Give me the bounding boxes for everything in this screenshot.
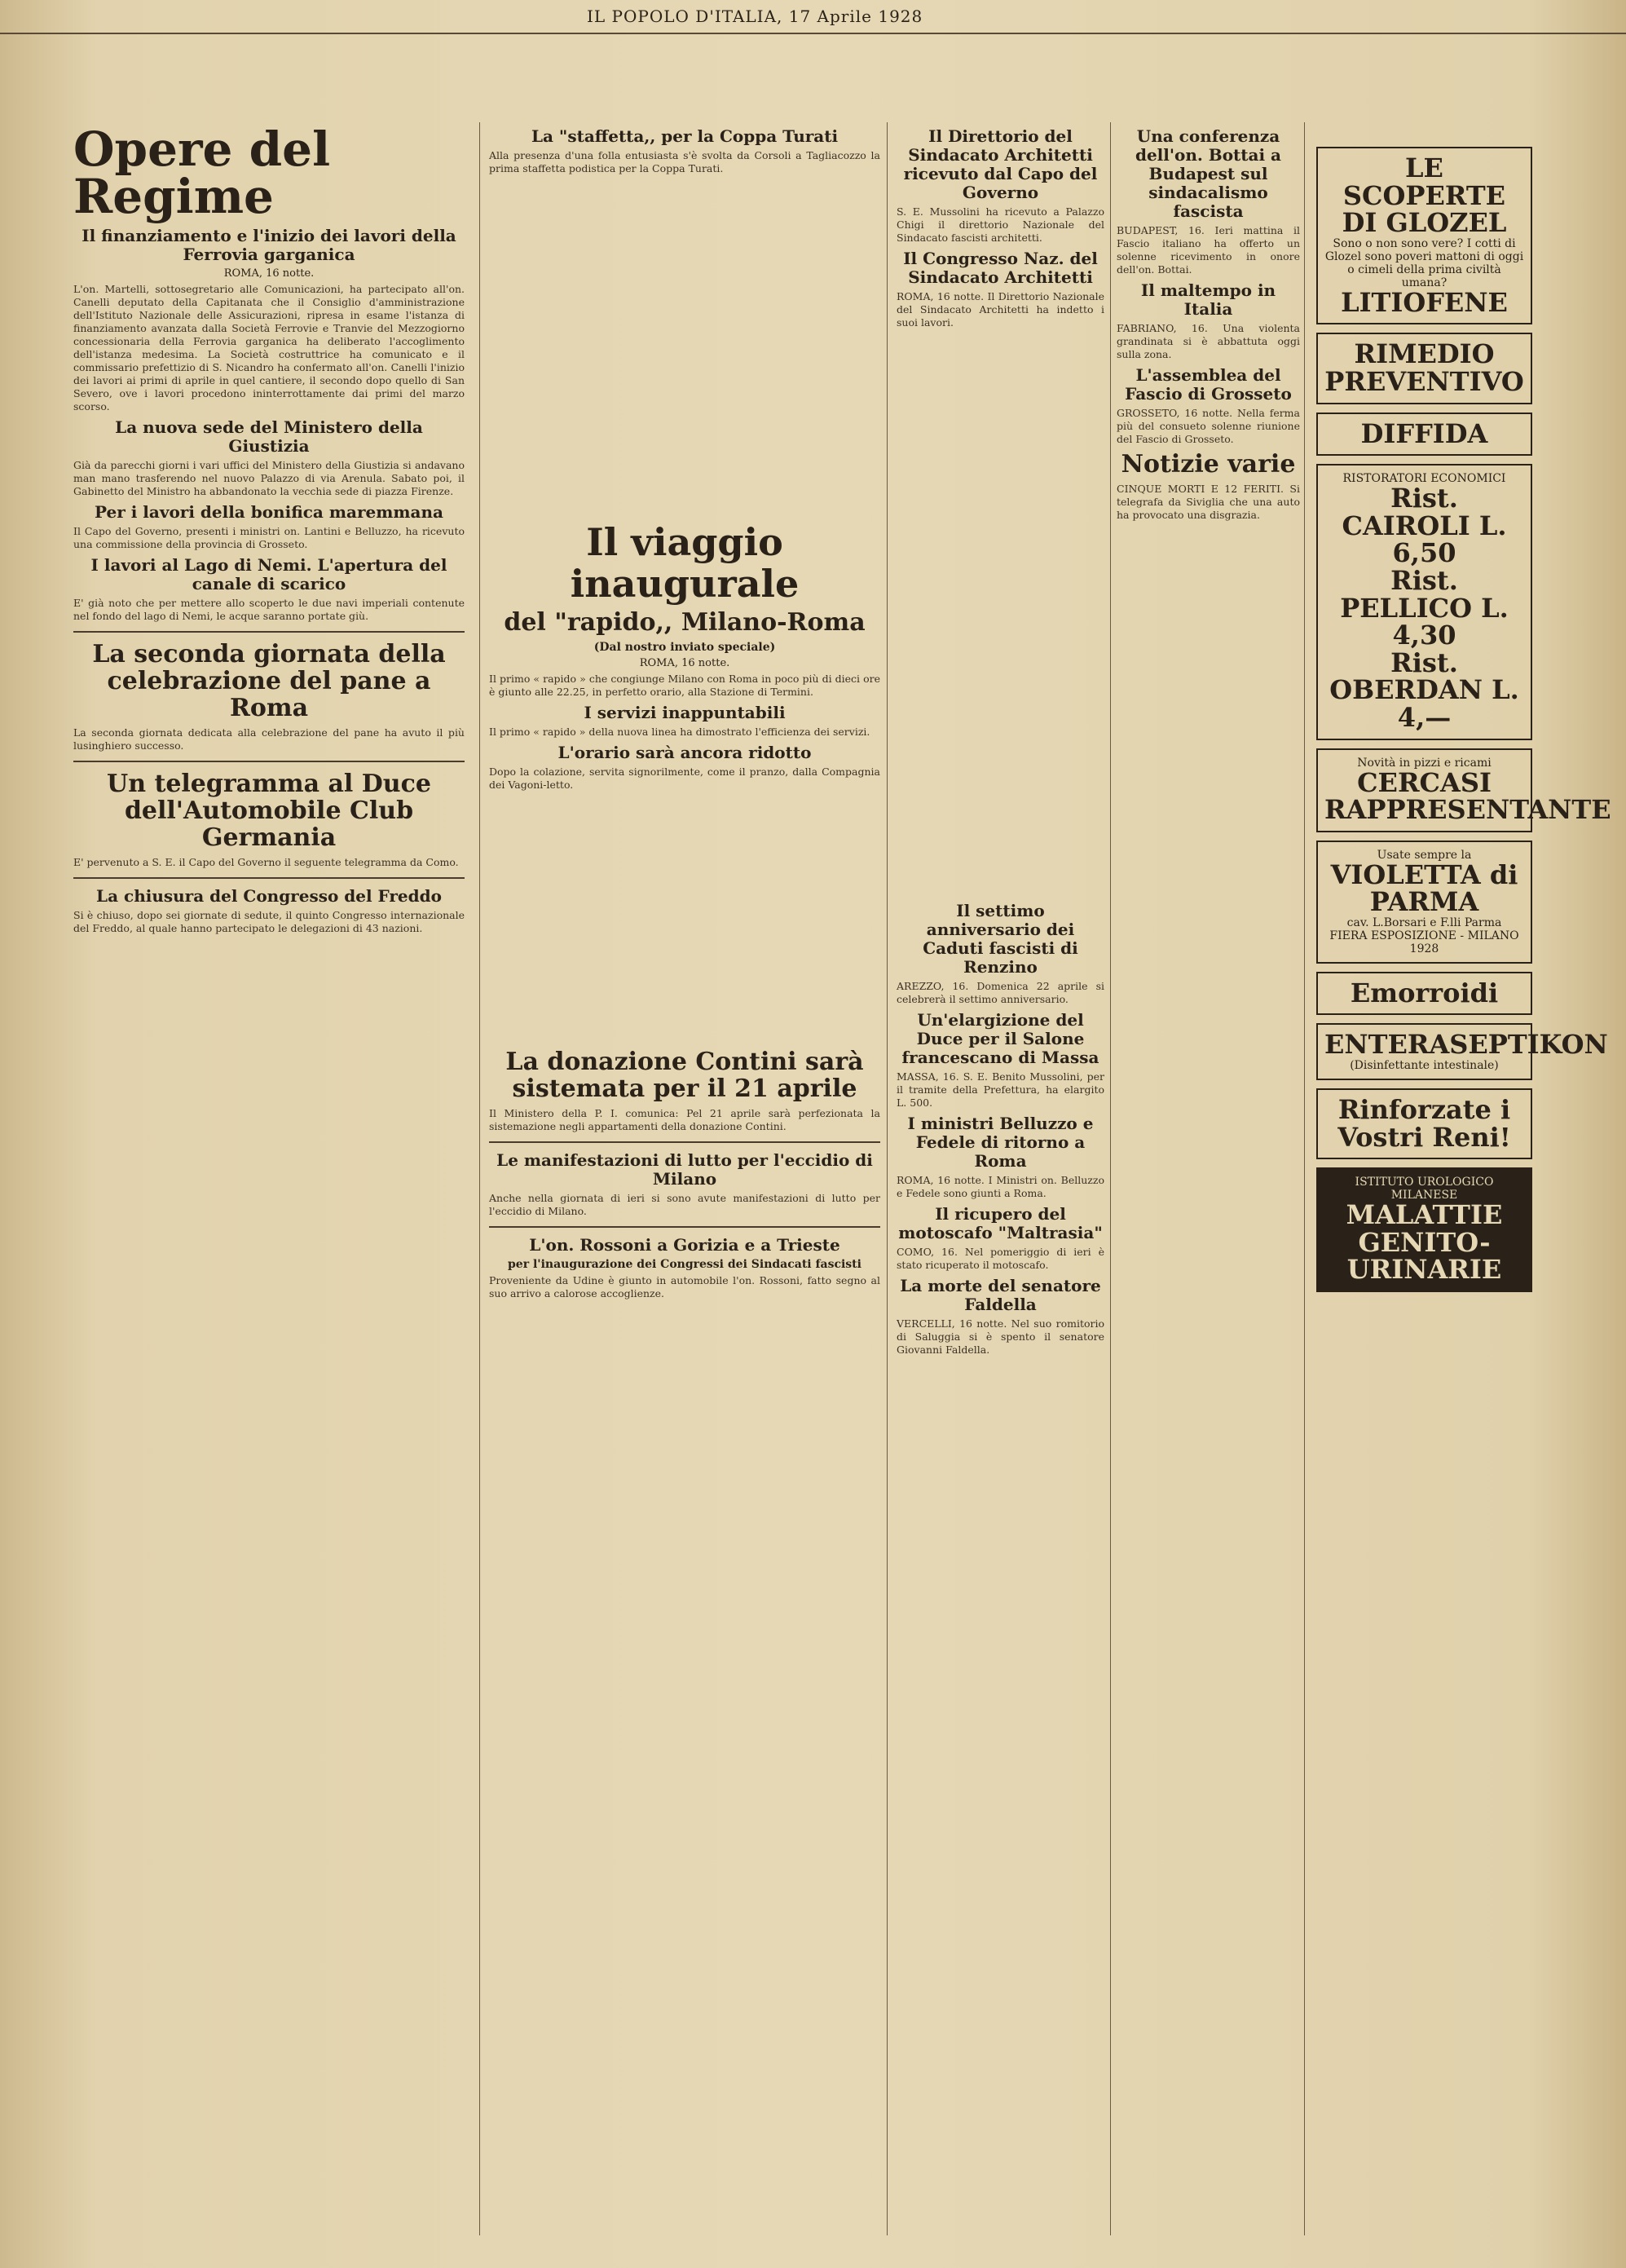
- ad-title: ISTITUTO UROLOGICO MILANESE: [1355, 1176, 1494, 1202]
- article-body: Alla presenza d'una folla entusiasta s'è svolta da Corsoli a Tagliacozzo la prima staffetta podistica per la Coppa Turati.: [489, 149, 880, 174]
- article-body: COMO, 16. Nel pomeriggio di ieri è stato ricuperato il motoscafo.: [897, 1246, 1104, 1271]
- article-body: Già da parecchi giorni i vari uffici del Ministero della Giustizia si andavano man mano trasferendo nel nuovo Palazzo di via Arenula. Sabato poi, il Gabinetto del Ministro ha abbandonato la vecchia sede di piazza Firenze.: [73, 459, 465, 497]
- article-body: Si è chiuso, dopo sei giornate di sedute, il quinto Congresso internazionale del Freddo, al quale hanno partecipato le delegazioni di 43 nazioni.: [73, 909, 465, 934]
- headline-servizi: I servizi inappuntabili: [584, 703, 786, 723]
- headline-direttorio: Il Direttorio del Sindacato Architetti ricevuto dal Capo del Governo: [903, 126, 1098, 202]
- headline-lutto: Le manifestazioni di lutto per l'eccidio di Milano: [496, 1150, 873, 1189]
- ad-sub: (Disinfettante intestinale): [1350, 1059, 1499, 1073]
- ad-title: Rinforzate i Vostri Reni!: [1337, 1094, 1511, 1153]
- article-body: Proveniente da Udine è giunto in automobile l'on. Rossoni, fatto segno al suo arrivo a calorose accoglienze.: [489, 1274, 880, 1299]
- article-body: AREZZO, 16. Domenica 22 aprile si celebrerà il settimo anniversario.: [897, 980, 1104, 1005]
- ad-ristoratori: [1316, 464, 1532, 739]
- ad-body: Sono o non sono vere? I cotti di Glozel sono poveri mattoni di oggi o cimeli della prima civiltà umana?: [1324, 236, 1524, 289]
- column-3-lower: [897, 897, 1104, 2235]
- ad-diffida: [1316, 413, 1532, 457]
- ad-istituto: [1316, 1167, 1532, 1292]
- headline-telegramma: Un telegramma al Duce dell'Automobile Club Germania: [107, 770, 431, 852]
- article-body: Il primo « rapido » della nuova linea ha dimostrato l'efficienza dei servizi.: [489, 726, 870, 739]
- column-divider: [1110, 122, 1111, 2235]
- article-body: GROSSETO, 16 notte. Nella ferma più del consueto solenne riunione del Fascio di Grosseto.: [1117, 407, 1300, 445]
- article-body: E' pervenuto a S. E. il Capo del Governo il seguente telegramma da Como.: [73, 856, 459, 868]
- article-body: Anche nella giornata di ieri si sono avute manifestazioni di lutto per l'eccidio di Milano.: [489, 1192, 880, 1217]
- ad-rimedio: [1316, 333, 1532, 404]
- headline-orario: L'orario sarà ancora ridotto: [557, 743, 812, 763]
- dateline: ROMA, 16 notte.: [639, 657, 730, 670]
- ad-title: LE SCOPERTE DI GLOZEL: [1342, 152, 1507, 239]
- column-divider: [887, 122, 888, 2235]
- article-body: FABRIANO, 16. Una violenta grandinata si è abbattuta oggi sulla zona.: [1117, 322, 1300, 360]
- headline-opere: Opere del Regime: [73, 121, 331, 224]
- column-divider: [1304, 122, 1305, 2235]
- article-body: E' già noto che per mettere allo scoperto le due navi imperiali contenute nel fondo del lago di Nemi, le acque saranno portate giù.: [73, 597, 465, 622]
- headline-grosseto: L'assemblea del Fascio di Grosseto: [1125, 365, 1292, 404]
- ad-brand: VIOLETTA di PARMA: [1330, 858, 1518, 918]
- headline-nemi: I lavori al Lago di Nemi. L'apertura del canale di scarico: [90, 555, 447, 593]
- ad-title: Usate sempre la: [1377, 848, 1472, 862]
- ad-glozel: [1316, 147, 1532, 324]
- column-ads: [1316, 139, 1611, 2235]
- headline-elargizione: Un'elargizione del Duce per il Salone francescano di Massa: [901, 1010, 1099, 1067]
- article-body: ROMA, 16 notte. I Ministri on. Belluzzo e Fedele sono giunti a Roma.: [897, 1174, 1104, 1199]
- subhead-ferrovia: Il finanziamento e l'inizio dei lavori della Ferrovia garganica: [82, 226, 456, 264]
- ad-line: Rist. PELLICO L. 4,30: [1340, 564, 1509, 651]
- headline-anniversario: Il settimo anniversario dei Caduti fascisti di Renzino: [923, 901, 1078, 977]
- ad-title: DIFFIDA: [1360, 417, 1488, 449]
- ad-emorroidi: [1316, 972, 1532, 1016]
- ad-line: Rist. OBERDAN L. 4,—: [1329, 646, 1519, 733]
- subhead-rossoni: per l'inaugurazione dei Congressi dei Sindacati fascisti: [508, 1258, 861, 1271]
- headline-bonifica: Per i lavori della bonifica maremmana: [95, 502, 443, 522]
- ad-title: RISTORATORI ECONOMICI: [1342, 472, 1506, 486]
- column-divider: [479, 122, 480, 2235]
- headline-contini: La donazione Contini sarà sistemata per il 21 aprile: [505, 1048, 864, 1103]
- masthead-title: IL POPOLO D'ITALIA, 17 Aprile 1928: [587, 7, 923, 26]
- dateline: ROMA, 16 notte.: [223, 267, 315, 280]
- column-2-lower: [489, 1044, 880, 2235]
- inviato-tag: (Dal nostro inviato speciale): [593, 641, 776, 655]
- masthead: [0, 0, 1626, 34]
- headline-rossoni: L'on. Rossoni a Gorizia e a Trieste: [529, 1235, 840, 1255]
- article-body: S. E. Mussolini ha ricevuto a Palazzo Chigi il direttorio Nazionale del Sindacato fascisti architetti.: [897, 205, 1104, 244]
- headline-festa-pane: La seconda giornata della celebrazione del pane a Roma: [92, 640, 446, 722]
- headline-ministri: I ministri Belluzzo e Fedele di ritorno a Roma: [907, 1114, 1094, 1171]
- ad-title: RIMEDIO PREVENTIVO: [1324, 338, 1524, 397]
- headline-rapido: del "rapido,, Milano-Roma: [504, 608, 866, 638]
- ad-maker: cav. L.Borsari e F.lli Parma: [1346, 916, 1502, 929]
- headline-giustizia: La nuova sede del Ministero della Giustizia: [115, 417, 423, 456]
- ad-foot: FIERA ESPOSIZIONE - MILANO 1928: [1329, 929, 1519, 955]
- article-body: L'on. Martelli, sottosegretario alle Comunicazioni, ha partecipato all'on. Canelli deputato della Capitanata che il Consiglio d'amministrazione dell'Istituto Nazionale delle Assicurazioni, ripresa in esame l'istanza di finanziamento avanzata dalla Società Ferrovie e Tranvie del Mezzogiorno concessionaria della Ferrovia garganica ha deliberato l'accoglimento dell'istanza medesima. La Società costruttrice ha comunicato e il commissario prefettizio di S. Nicandro ha confermato all'on. Canelli l'inizio dei lavori ai primi di aprile in quel cantiere, il secondo dopo quello di San Severo, ove i lavori procedono ininterrottamente dai primi del marzo scorso.: [73, 283, 465, 413]
- article-body: La seconda giornata dedicata alla celebrazione del pane ha avuto il più lusinghiero successo.: [73, 726, 465, 752]
- ad-line: Rist. CAIROLI L. 6,50: [1342, 483, 1507, 569]
- ad-reni: [1316, 1088, 1532, 1159]
- article-body: Il primo « rapido » che congiunge Milano con Roma in poco più di dieci ore è giunto alle 22.25, in perfetto orario, alla Stazione di Termini.: [489, 673, 880, 699]
- column-4: [1117, 122, 1300, 2235]
- headline-congresso: Il Congresso Naz. del Sindacato Architetti: [903, 249, 1098, 287]
- headline-viaggio: Il viaggio inaugurale: [570, 520, 800, 606]
- article-body: Il Capo del Governo, presenti i ministri on. Lantini e Belluzzo, ha ricevuto una commissione della provincia di Grosseto.: [73, 525, 465, 550]
- headline-notizie: Notizie varie: [1121, 450, 1296, 479]
- headline-maltempo: Il maltempo in Italia: [1140, 280, 1276, 319]
- ad-brand: LITIOFENE: [1341, 286, 1508, 318]
- ad-title: Emorroidi: [1350, 977, 1499, 1008]
- ad-violetta: [1316, 841, 1532, 964]
- ad-title: ENTERASEPTIKON: [1324, 1029, 1608, 1061]
- ad-pizzi: [1316, 748, 1611, 832]
- article-body: Dopo la colazione, servita signorilmente, come il pranzo, dalla Compagnia dei Vagoni-letto.: [489, 766, 880, 792]
- headline-freddo: La chiusura del Congresso del Freddo: [96, 886, 442, 906]
- article-body: BUDAPEST, 16. Ieri mattina il Fascio italiano ha offerto un solenne ricevimento in onore dell'on. Bottai.: [1117, 224, 1300, 276]
- article-body: MASSA, 16. S. E. Benito Mussolini, per il tramite della Prefettura, ha elargito L. 500.: [897, 1070, 1104, 1109]
- headline-motoscafo: Il ricupero del motoscafo "Maltrasia": [898, 1204, 1103, 1242]
- article-body: VERCELLI, 16 notte. Nel suo romitorio di Saluggia si è spento il senatore Giovanni Faldella.: [897, 1317, 1104, 1356]
- headline-staffetta: La "staffetta,, per la Coppa Turati: [531, 126, 839, 146]
- ad-title: Novità in pizzi e ricami: [1357, 756, 1492, 770]
- headline-conferenza: Una conferenza dell'on. Bottai a Budapest sul sindacalismo fascista: [1135, 126, 1282, 221]
- article-body: ROMA, 16 notte. Il Direttorio Nazionale del Sindacato Architetti ha indetto i suoi lavori.: [897, 290, 1104, 329]
- article-body: CINQUE MORTI E 12 FERITI. Si telegrafa da Siviglia che una auto ha provocato una disgrazia.: [1117, 483, 1300, 521]
- column-1: [73, 122, 465, 2235]
- headline-faldella: La morte del senatore Faldella: [900, 1276, 1101, 1314]
- ad-enteraseptikon: [1316, 1023, 1608, 1080]
- ad-sub: CERCASI RAPPRESENTANTE: [1324, 766, 1611, 826]
- ad-sub: MALATTIE GENITO-URINARIE: [1346, 1199, 1503, 1286]
- article-body: Il Ministero della P. I. comunica: Pel 21 aprile sarà perfezionata la sistemazione negli appartamenti della donazione Contini.: [489, 1107, 880, 1132]
